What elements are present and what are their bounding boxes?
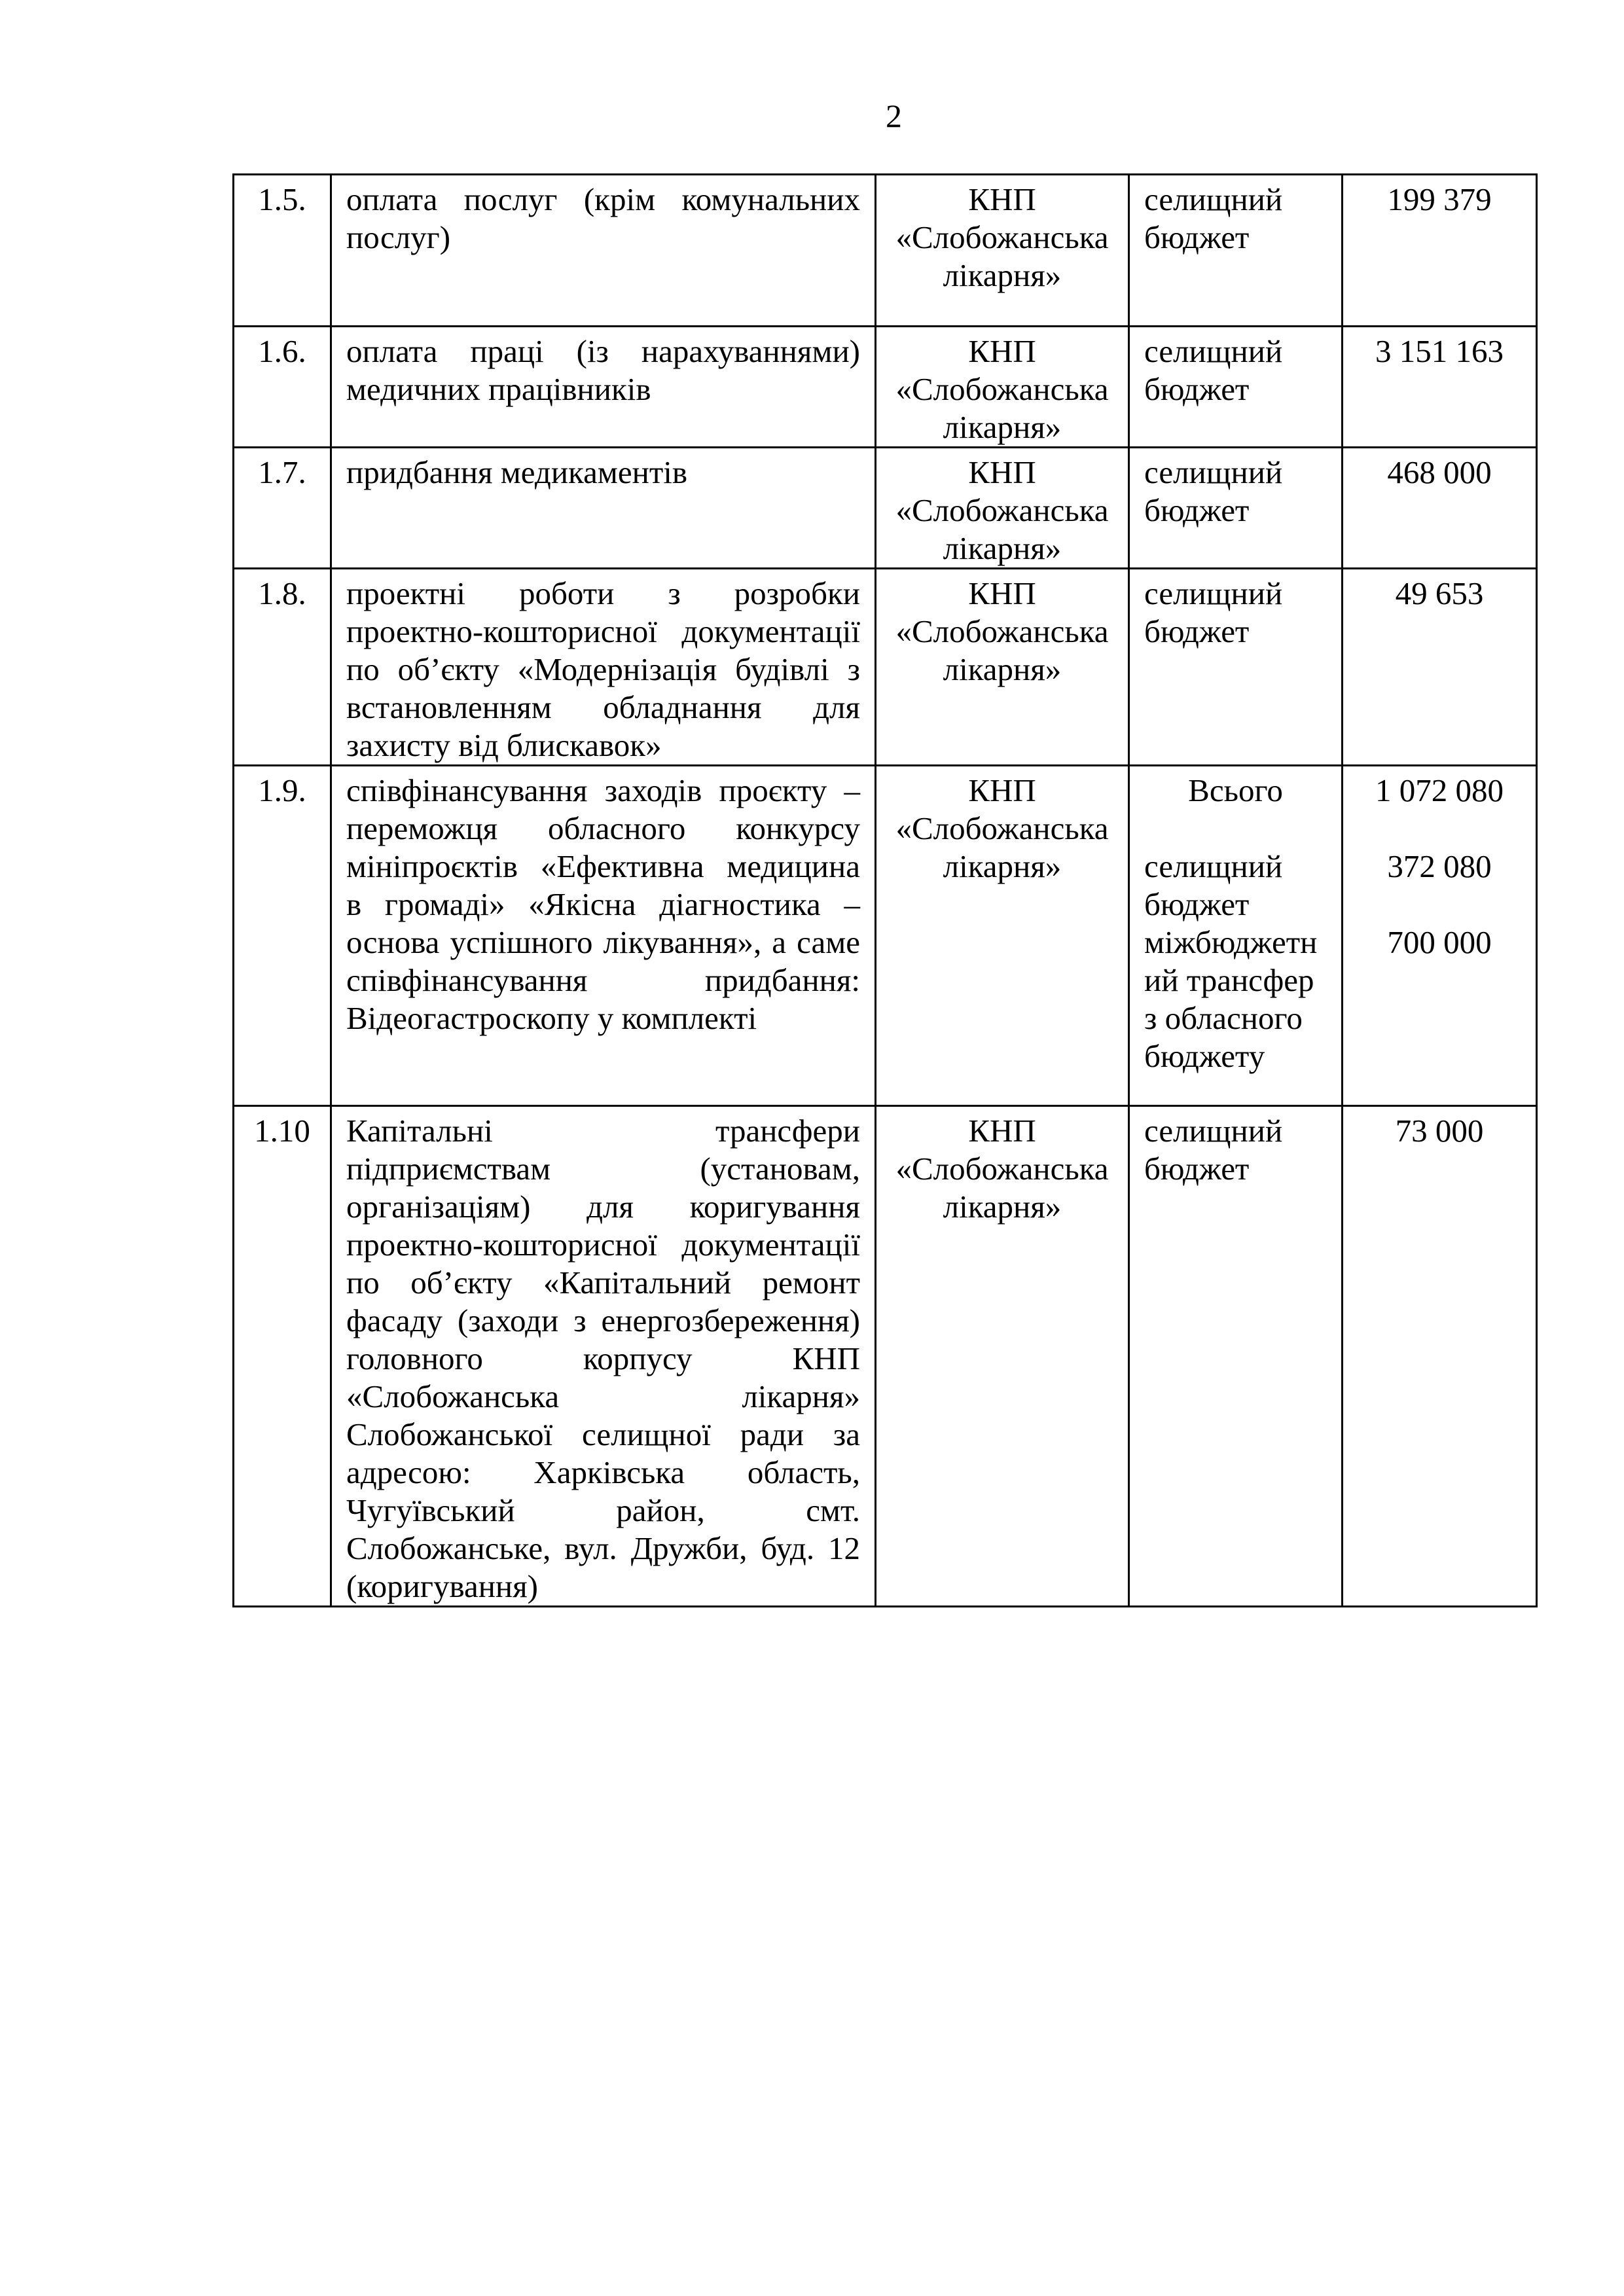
row-description-line: оплата послуг (крім комунальних	[346, 181, 860, 217]
row-description-line: проектні роботи з розробки	[346, 575, 860, 611]
row-organization-line: «Слобожанська	[895, 810, 1109, 846]
row-organization	[876, 448, 1129, 569]
row-description-line: медичних працівників	[346, 371, 651, 407]
row-number: 1.5.	[234, 175, 331, 327]
row-description-line: в громаді» «Якісна діагностика –	[346, 886, 860, 922]
row-organization-line: КНП	[968, 454, 1036, 490]
row-amount-line: 73 000	[1395, 1113, 1484, 1149]
row-funding-source-line: бюджет	[1144, 1151, 1250, 1187]
row-organization-line: «Слобожанська	[895, 613, 1109, 649]
row-funding-source-line: бюджет	[1144, 219, 1250, 255]
budget-table	[232, 173, 1538, 1607]
row-description-line: головного корпусу КНП	[346, 1340, 860, 1376]
row-description	[331, 448, 876, 569]
row-amount-line: 1 072 080	[1375, 772, 1504, 808]
row-organization-line: лікарня»	[943, 409, 1062, 445]
row-funding-source-line: бюджет	[1144, 492, 1250, 528]
row-amount	[1343, 766, 1537, 1106]
row-organization-line: КНП	[968, 575, 1036, 611]
row-funding-source-line: селищний	[1144, 333, 1283, 369]
row-amount-line	[1358, 810, 1521, 848]
row-description-line: Капітальні трансфери	[346, 1113, 860, 1149]
row-organization-line: «Слобожанська	[895, 371, 1109, 407]
page-number: 2	[886, 98, 902, 134]
row-organization-line: лікарня»	[943, 257, 1062, 293]
row-description	[331, 175, 876, 327]
row-description-line: основа успішного лікування», а саме	[346, 924, 860, 960]
row-description-line: встановленням обладнання для	[346, 689, 860, 725]
row-funding-source-line: селищний	[1144, 181, 1283, 217]
row-funding-source	[1129, 1106, 1343, 1607]
row-description-line: мініпроєктів «Ефективна медицина	[346, 848, 860, 884]
table-row	[234, 569, 1537, 766]
row-number: 1.7.	[234, 448, 331, 569]
row-description-line: співфінансування придбання:	[346, 962, 860, 998]
row-funding-source	[1129, 327, 1343, 448]
row-organization-line: КНП	[968, 333, 1036, 369]
row-description-line: придбання медикаментів	[346, 454, 688, 490]
table-row	[234, 1106, 1537, 1607]
row-amount-line: 468 000	[1387, 454, 1492, 490]
row-number: 1.9.	[234, 766, 331, 1106]
row-organization-line: КНП	[968, 772, 1036, 808]
table-row	[234, 448, 1537, 569]
row-organization	[876, 766, 1129, 1106]
row-funding-source-line: бюджет	[1144, 613, 1250, 649]
row-description-line: по об’єкту «Модернізація будівлі з	[346, 651, 860, 687]
row-description-line: проектно-кошторисної документації	[346, 613, 860, 649]
row-funding-source-line: Всього	[1188, 772, 1283, 808]
row-description-line: оплата праці (із нарахуваннями)	[346, 333, 860, 369]
row-description-line: Чугуївський район, смт.	[346, 1492, 860, 1528]
row-amount	[1343, 327, 1537, 448]
row-organization-line: лікарня»	[943, 530, 1062, 566]
row-description	[331, 569, 876, 766]
row-amount-line: 199 379	[1387, 181, 1492, 217]
row-organization-line: лікарня»	[943, 848, 1062, 884]
row-description-line: переможця обласного конкурсу	[346, 810, 860, 846]
row-description	[331, 766, 876, 1106]
table-row	[234, 327, 1537, 448]
row-funding-source	[1129, 569, 1343, 766]
row-organization	[876, 175, 1129, 327]
row-description-line: (коригування)	[346, 1568, 538, 1604]
row-description-line: фасаду (заходи з енергозбереження)	[346, 1302, 860, 1338]
row-funding-source-line	[1144, 810, 1327, 848]
row-organization	[876, 1106, 1129, 1607]
row-description-line: проектно-кошторисної документації	[346, 1227, 860, 1263]
row-funding-source-line: бюджету	[1144, 1038, 1265, 1074]
row-description-line: співфінансування заходів проєкту –	[346, 772, 860, 808]
row-organization	[876, 327, 1129, 448]
row-amount-line: 372 080	[1387, 848, 1492, 884]
row-organization-line: лікарня»	[943, 1189, 1062, 1225]
row-organization-line: «Слобожанська	[895, 492, 1109, 528]
row-amount	[1343, 448, 1537, 569]
row-amount	[1343, 1106, 1537, 1607]
row-description-line: організаціям) для коригування	[346, 1189, 860, 1225]
row-number: 1.8.	[234, 569, 331, 766]
row-description-line: адресою: Харківська область,	[346, 1454, 860, 1490]
row-description-line: по об’єкту «Капітальний ремонт	[346, 1265, 860, 1300]
row-funding-source-line: з обласного	[1144, 1000, 1303, 1036]
row-funding-source-line: селищний	[1144, 1113, 1283, 1149]
row-amount-line	[1358, 886, 1521, 924]
row-amount-line: 49 653	[1395, 575, 1484, 611]
row-funding-source	[1129, 448, 1343, 569]
row-number: 1.10	[234, 1106, 331, 1607]
row-funding-source-line: ий трансфер	[1144, 962, 1314, 998]
row-funding-source-line: міжбюджетн	[1144, 924, 1318, 960]
row-amount-line: 3 151 163	[1375, 333, 1504, 369]
row-description-line: підприємствам (установам,	[346, 1151, 860, 1187]
row-funding-source-line: селищний	[1144, 575, 1283, 611]
row-organization-line: «Слобожанська	[895, 219, 1109, 255]
row-funding-source	[1129, 766, 1343, 1106]
row-number: 1.6.	[234, 327, 331, 448]
row-funding-source-line: селищний	[1144, 848, 1283, 884]
row-organization	[876, 569, 1129, 766]
row-funding-source-line: селищний	[1144, 454, 1283, 490]
row-description	[331, 327, 876, 448]
row-organization-line: КНП	[968, 181, 1036, 217]
row-description	[331, 1106, 876, 1607]
table-row	[234, 175, 1537, 327]
row-description-line: «Слобожанська лікарня»	[346, 1378, 860, 1414]
row-amount-line: 700 000	[1387, 924, 1492, 960]
row-description-line: послуг)	[346, 219, 451, 255]
row-organization-line: «Слобожанська	[895, 1151, 1109, 1187]
row-description-line: захисту від блискавок»	[346, 727, 662, 763]
row-amount	[1343, 569, 1537, 766]
row-funding-source	[1129, 175, 1343, 327]
row-funding-source-line: бюджет	[1144, 371, 1250, 407]
table-row	[234, 766, 1537, 1106]
row-organization-line: лікарня»	[943, 651, 1062, 687]
row-description-line: Слобожанське, вул. Дружби, буд. 12	[346, 1530, 860, 1566]
row-organization-line: КНП	[968, 1113, 1036, 1149]
row-amount	[1343, 175, 1537, 327]
row-funding-source-line: бюджет	[1144, 886, 1250, 922]
row-description-line: Слобожанської селищної ради за	[346, 1416, 860, 1452]
row-description-line: Відеогастроскопу у комплекті	[346, 1000, 757, 1036]
